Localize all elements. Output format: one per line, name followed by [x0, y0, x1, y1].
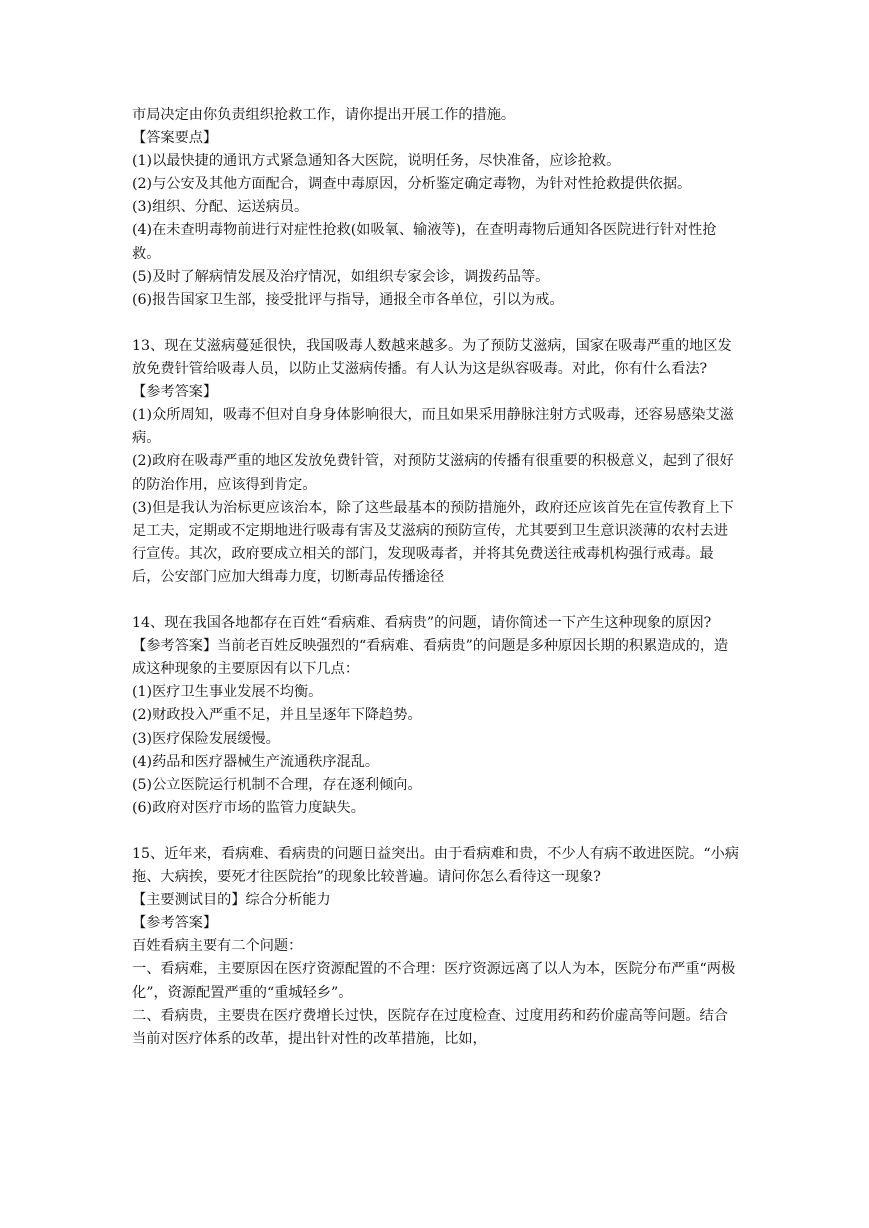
- test-purpose-line: 【主要测试目的】综合分析能力: [132, 892, 331, 909]
- answer-point: (4)药品和医疗器械生产流通秩序混乱。: [132, 753, 380, 770]
- answer-heading: 【答案要点】: [132, 130, 218, 147]
- answer-point: (1)众所周知，吸毒不但对自身身体影响很大，而且如果采用静脉注射方式吸毒，还容易感染艾滋病。: [132, 407, 734, 447]
- question-13-section: [132, 335, 740, 589]
- answer-point: 一、看病难，主要原因在医疗资源配置的不合理：医疗资源远离了以人为本，医院分布严重“两极化”，资源配置严重的“重城轻乡”。: [132, 961, 736, 1001]
- answer-point: (6)政府对医疗市场的监管力度缺失。: [132, 799, 365, 816]
- blank-line: [132, 589, 740, 612]
- reference-answer-paragraph: 【参考答案】当前老百姓反映强烈的“看病难、看病贵”的问题是多种原因长期的积累造成的，造成这种现象的主要原因有以下几点：: [132, 638, 729, 678]
- blank-line: [132, 312, 740, 335]
- document-page: [132, 104, 740, 1051]
- question-14-text: 14、现在我国各地都存在百姓“看病难、看病贵”的问题，请你简述一下产生这种现象的原因?: [132, 615, 712, 632]
- intro-section: [132, 104, 740, 312]
- question-15-section: [132, 843, 740, 1051]
- answer-point: 二、看病贵，主要贵在医疗费增长过快，医院存在过度检查、过度用药和药价虚高等问题。结合当前对医疗体系的改革，提出针对性的改革措施，比如，: [132, 1007, 728, 1047]
- answer-point: (2)政府在吸毒严重的地区发放免费针管，对预防艾滋病的传播有很重要的积极意义，起到了很好的防治作用，应该得到肯定。: [132, 453, 734, 493]
- answer-point: (1)医疗卫生事业发展不均衡。: [132, 684, 323, 701]
- answer-point: (4)在未查明毒物前进行对症性抢救(如吸氧、输液等)，在查明毒物后通知各医院进行针对性抢救。: [132, 222, 717, 262]
- answer-intro: 百姓看病主要有二个问题：: [132, 938, 303, 955]
- reference-answer-heading: 【参考答案】: [132, 915, 218, 932]
- answer-point: (2)与公安及其他方面配合，调查中毒原因，分析鉴定确定毒物，为针对性抢救提供依据。: [132, 176, 692, 193]
- answer-point: (3)医疗保险发展缓慢。: [132, 730, 280, 747]
- answer-point: (2)财政投入严重不足，并且呈逐年下降趋势。: [132, 707, 422, 724]
- question-13-text: 13、现在艾滋病蔓延很快，我国吸毒人数越来越多。为了预防艾滋病，国家在吸毒严重的地区发放免费针管给吸毒人员，以防止艾滋病传播。有人认为这是纵容吸毒。对此，你有什么看法?: [132, 337, 732, 378]
- blank-line: [132, 820, 740, 843]
- answer-point: (6)报告国家卫生部，接受批评与指导，通报全市各单位，引以为戒。: [132, 291, 564, 308]
- intro-line: 市局决定由你负责组织抢救工作，请你提出开展工作的措施。: [132, 107, 516, 123]
- answer-point: (5)及时了解病情发展及治疗情况，如组织专家会诊，调拨药品等。: [132, 268, 550, 285]
- answer-point: (3)组织、分配、运送病员。: [132, 199, 309, 216]
- question-15-text: 15、近年来，看病难、看病贵的问题日益突出。由于看病难和贵，不少人有病不敢进医院。“小病拖、大病挨，要死才往医院抬”的现象比较普遍。请问你怎么看待这一现象?: [132, 846, 739, 886]
- answer-point: (1)以最快捷的通讯方式紧急通知各大医院，说明任务，尽快准备，应诊抢救。: [132, 153, 621, 170]
- question-14-section: [132, 612, 740, 820]
- reference-answer-heading: 【参考答案】: [132, 384, 218, 401]
- answer-point: (3)但是我认为治标更应该治本，除了这些最基本的预防措施外，政府还应该首先在宣传教育上下足工夫，定期或不定期地进行吸毒有害及艾滋病的预防宣传，尤其要到卫生意识淡薄的农村去进行宣传。其次，政府要成立相关的部门，发现吸毒者，并将其免费送往戒毒机构强行戒毒。最后，公安部门应加大缉毒力度，切断毒品传播途径: [132, 499, 734, 585]
- answer-point: (5)公立医院运行机制不合理，存在逐利倾向。: [132, 776, 422, 793]
